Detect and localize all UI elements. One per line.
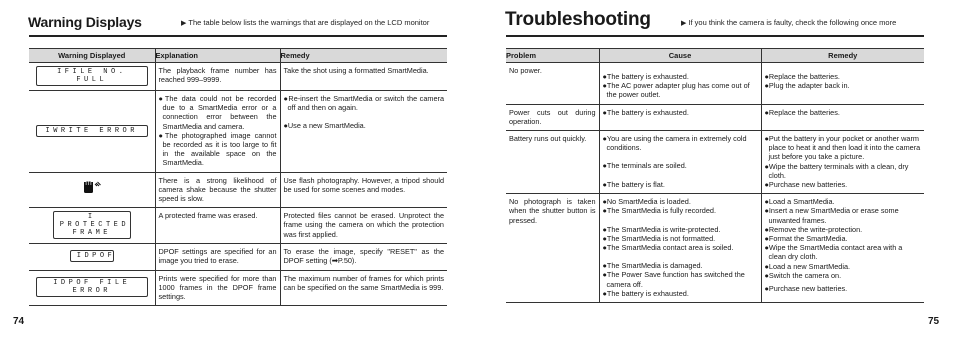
explanation-cell: There is a strong likelihood of camera shake because the shutter speed is slow. (155, 172, 280, 208)
table-row (29, 63, 447, 91)
remedy-cell: Use flash photography. However, a tripod should be used for some scenes and modes. (280, 172, 447, 208)
table-row (29, 172, 447, 208)
remedy-cell: Protected files cannot be erased. Unprotect the frame using the camera on which the protection was first applied. (280, 208, 447, 244)
column-header-remedy: Remedy (280, 49, 447, 63)
camera-shake-icon (81, 181, 103, 195)
remedy-cell: ●Replace the batteries. (761, 104, 924, 130)
table-row (29, 244, 447, 270)
remedy-cell: ●Replace the batteries. ●Plug the adapter back in. (761, 63, 924, 105)
intro-text (181, 18, 429, 27)
remedy-cell: ●Load a SmartMedia. ●Insert a new SmartMedia or erase some unwanted frames. ●Remove the write-protection. ●Format the SmartMedia. ●Wipe the SmartMedia contact area with a clean dry cloth. ●Load a new SmartMedia. ●Switch the camera on. ●Purchase new batteries. (761, 194, 924, 303)
title-rule (29, 35, 447, 37)
table-row (29, 91, 447, 173)
lcd-warning-display: IDPOF (70, 250, 114, 262)
right-page (477, 0, 954, 343)
explanation-cell: DPOF settings are specified for an image you tried to erase. (155, 244, 280, 270)
cause-cell: ●No SmartMedia is loaded. ●The SmartMedia is fully recorded. ●The SmartMedia is write-protected. ●The SmartMedia is not formatted. ●The SmartMedia contact area is soiled. ●The SmartMedia is damaged. ●The Power Save function has switched the camera off. ●The battery is exhausted. (599, 194, 761, 303)
page-title: Warning Displays (28, 14, 142, 30)
problem-cell: Battery runs out quickly. (506, 131, 599, 194)
arrow-right-icon: ▶ (181, 20, 187, 27)
explanation-cell: ●The data could not be recorded due to a SmartMedia error or a connection error between the SmartMedia and camera. ●The photographed image cannot be recorded as it is too large to fit in the available space on the SmartMedia. (155, 91, 280, 173)
lcd-warning-display: IFILE NO. FULL (36, 66, 148, 86)
column-header-remedy: Remedy (761, 49, 924, 63)
table-row (29, 208, 447, 244)
lcd-warning-display: IWRITE ERROR (36, 125, 148, 137)
cause-cell: ●You are using the camera in extremely cold conditions. ●The terminals are soiled. ●The battery is flat. (599, 131, 761, 194)
cause-cell: ●The battery is exhausted. ●The AC power adapter plug has come out of the power outlet. (599, 63, 761, 105)
table-row (29, 270, 447, 306)
intro-label: The table below lists the warnings that are displayed on the LCD monitor (188, 18, 430, 27)
table-row (506, 63, 924, 105)
remedy-cell: Take the shot using a formatted SmartMedia. (280, 63, 447, 91)
column-header-problem: Problem (506, 49, 599, 63)
explanation-cell: Prints were specified for more than 1000 frames in the DPOF frame settings. (155, 270, 280, 306)
troubleshooting-table (506, 48, 924, 303)
arrow-right-icon: ▶ (681, 20, 687, 27)
page-title: Troubleshooting (505, 9, 651, 30)
problem-cell: Power cuts out during operation. (506, 104, 599, 130)
column-header-explanation: Explanation (155, 49, 280, 63)
problem-cell: No power. (506, 63, 599, 105)
title-rule (506, 35, 924, 37)
page-number: 75 (928, 316, 940, 327)
table-row (506, 194, 924, 303)
remedy-cell: The maximum number of frames for which prints can be specified on the same SmartMedia is 999. (280, 270, 447, 306)
page-number: 74 (13, 316, 25, 327)
explanation-cell: A protected frame was erased. (155, 208, 280, 244)
intro-label: If you think the camera is faulty, check the following once more (688, 18, 897, 27)
table-row (506, 131, 924, 194)
remedy-cell: To erase the image, specify "RESET" as the DPOF setting (➡P.50). (280, 244, 447, 270)
column-header-warning: Warning Displayed (29, 49, 155, 63)
warning-table (29, 48, 447, 306)
remedy-cell: ●Re-insert the SmartMedia or switch the camera off and then on again. ●Use a new SmartMedia. (280, 91, 447, 173)
lcd-warning-display: I PROTECTED FRAME (53, 211, 131, 239)
problem-cell: No photograph is taken when the shutter button is pressed. (506, 194, 599, 303)
lcd-warning-display: IDPOF FILE ERROR (36, 277, 148, 297)
cause-cell: ●The battery is exhausted. (599, 104, 761, 130)
column-header-cause: Cause (599, 49, 761, 63)
remedy-cell: ●Put the battery in your pocket or another warm place to heat it and then load it into the camera just before you take a picture. ●Wipe the battery terminals with a clean, dry cloth. ●Purchase new batteries. (761, 131, 924, 194)
explanation-cell: The playback frame number has reached 999–9999. (155, 63, 280, 91)
table-row (506, 104, 924, 130)
intro-text (681, 18, 896, 27)
